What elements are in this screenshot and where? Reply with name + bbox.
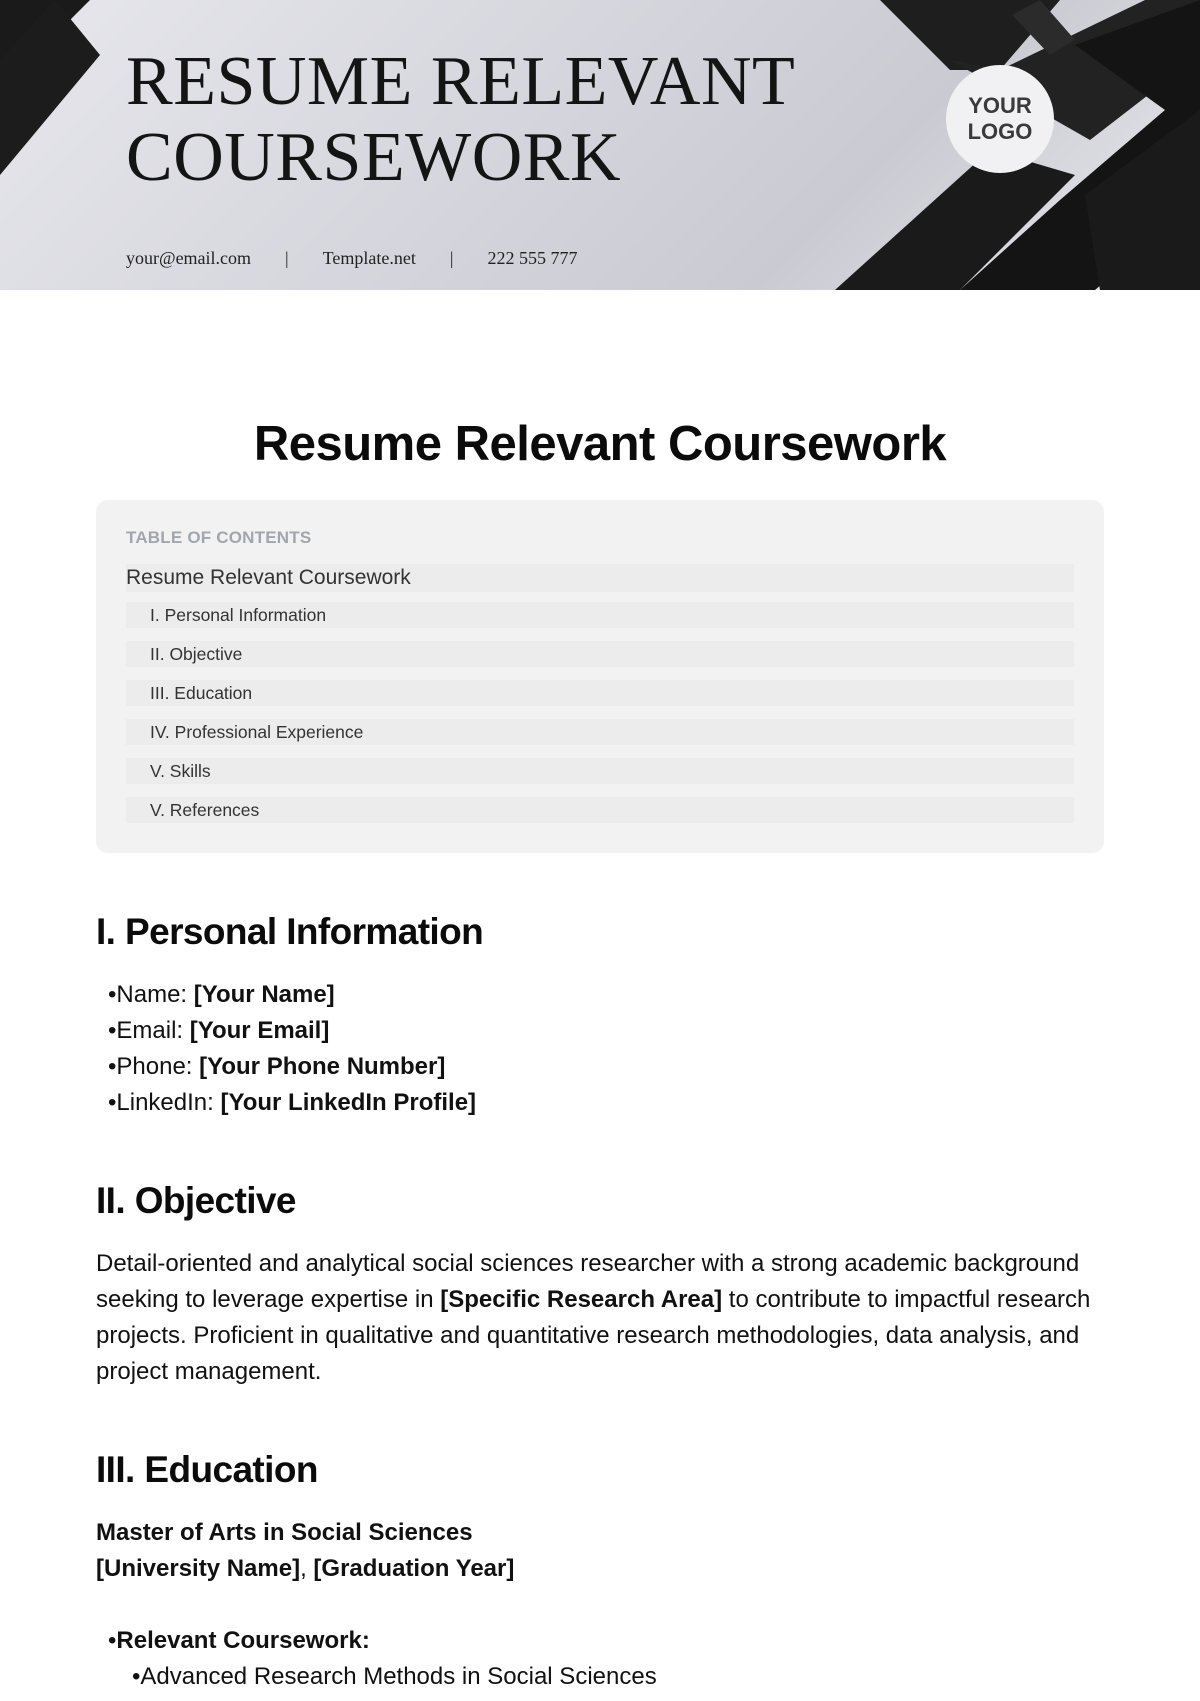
degree-name: Master of Arts in Social Sciences — [96, 1519, 473, 1546]
logo-text-line1: YOUR — [968, 93, 1032, 118]
toc-heading: TABLE OF CONTENTS — [126, 528, 312, 547]
logo-placeholder — [946, 65, 1054, 173]
contact-separator: | — [449, 247, 454, 268]
header-banner — [0, 0, 1200, 290]
field-label: Email: — [116, 1017, 190, 1044]
toc-item-professional-experience[interactable]: IV. Professional Experience — [126, 719, 1074, 745]
toc-item-skills[interactable]: V. Skills — [126, 758, 1074, 784]
university-name: [University Name] — [96, 1555, 301, 1582]
list-item — [108, 1013, 476, 1049]
section-heading-objective: II. Objective — [96, 1180, 296, 1221]
toc-item-document-title[interactable]: Resume Relevant Coursework — [126, 564, 1074, 592]
objective-paragraph — [96, 1246, 1096, 1390]
field-label: LinkedIn: — [116, 1089, 221, 1116]
objective-text-before: Detail-oriented and analytical social sciences researcher with a strong academic background seeking to leverage expertise in — [96, 1250, 1080, 1313]
logo-text-line2: LOGO — [967, 119, 1033, 144]
toc-item-education[interactable]: III. Education — [126, 680, 1074, 706]
contact-email[interactable]: your@email.com — [126, 247, 252, 268]
personal-info-list — [108, 977, 476, 1121]
education-details — [96, 1515, 1096, 1587]
toc-item-objective[interactable]: II. Objective — [126, 641, 1074, 667]
course-item — [108, 1659, 657, 1695]
coursework-list — [108, 1623, 657, 1695]
table-of-contents — [96, 500, 1104, 853]
field-value: [Your Name] — [193, 981, 335, 1008]
contact-line — [126, 245, 577, 271]
field-value: [Your LinkedIn Profile] — [220, 1089, 477, 1116]
objective-highlight: [Specific Research Area] — [440, 1286, 723, 1313]
list-item — [108, 1049, 476, 1085]
contact-separator: | — [285, 247, 289, 268]
toc-item-references[interactable]: V. References — [126, 797, 1074, 823]
graduation-year: [Graduation Year] — [313, 1555, 515, 1582]
section-heading-personal-information: I. Personal Information — [96, 911, 484, 952]
coursework-label: Relevant Coursework: — [116, 1627, 370, 1654]
course-name: Advanced Research Methods in Social Sciences — [140, 1663, 657, 1690]
field-label: Phone: — [116, 1053, 200, 1080]
toc-item-personal-information[interactable]: I. Personal Information — [126, 602, 1074, 628]
section-heading-education: III. Education — [96, 1449, 318, 1490]
contact-phone: 222 555 777 — [487, 247, 578, 268]
list-item — [108, 1623, 657, 1659]
banner-title-line2: COURSEWORK — [126, 119, 622, 196]
field-label: Name: — [116, 981, 194, 1008]
field-value: [Your Phone Number] — [199, 1053, 446, 1080]
contact-website[interactable]: Template.net — [322, 247, 416, 268]
field-value: [Your Email] — [189, 1017, 330, 1044]
banner-title — [126, 44, 886, 196]
banner-title-line1: RESUME RELEVANT — [126, 43, 796, 120]
document-title: Resume Relevant Coursework — [253, 417, 947, 471]
education-comma: , — [300, 1555, 314, 1582]
list-item — [108, 1085, 476, 1121]
list-item — [108, 977, 476, 1013]
objective-text-after: to contribute to impactful research projects. Proficient in qualitative and quantitative research methodologies, data analysis, and project management. — [96, 1286, 1091, 1385]
